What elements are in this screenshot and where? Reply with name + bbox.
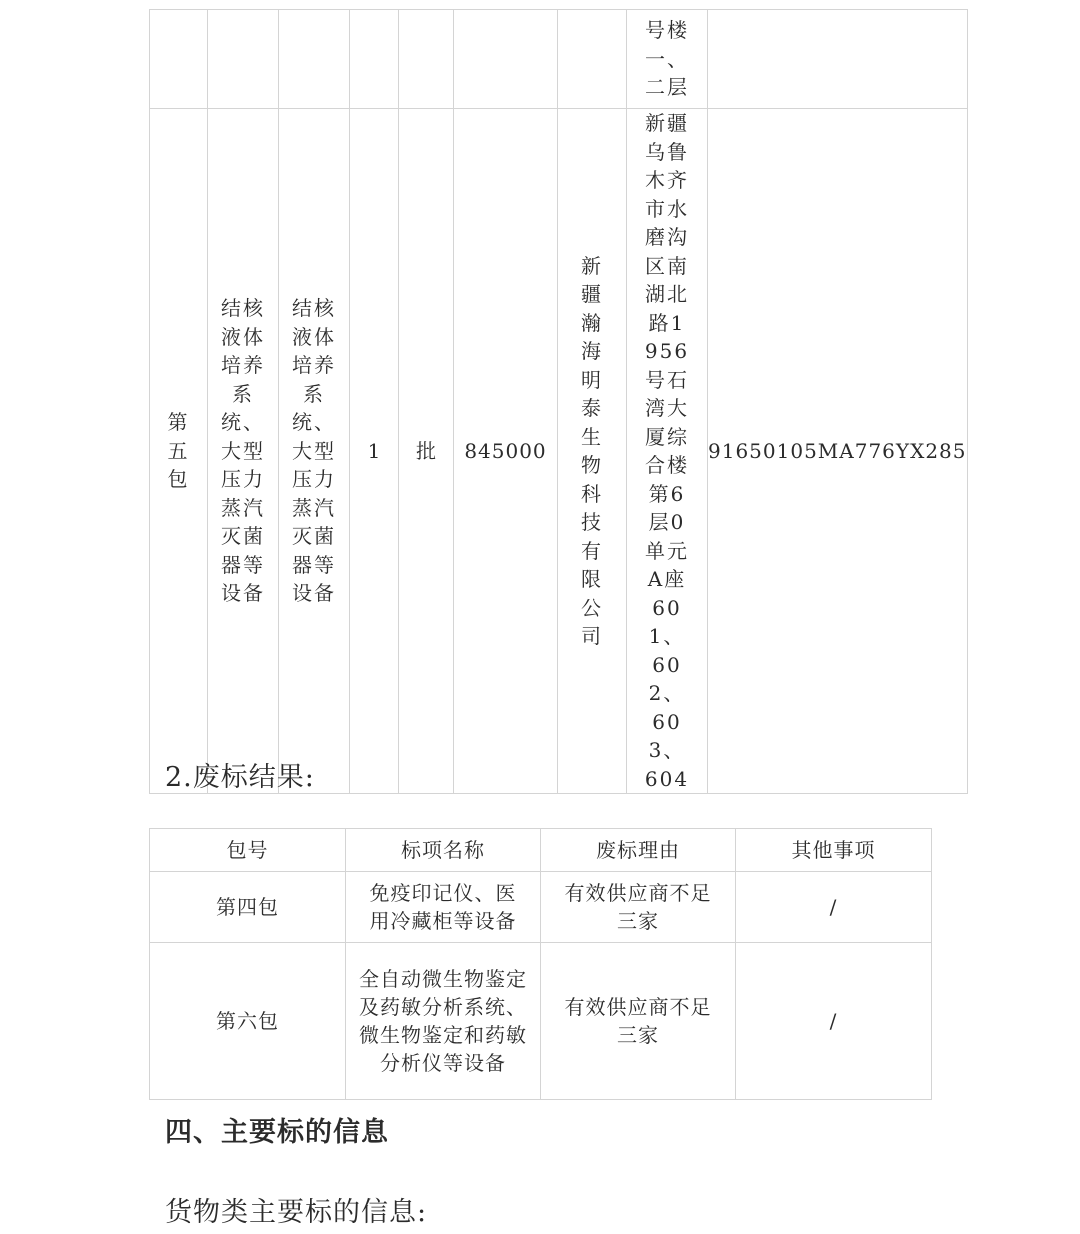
address-cell <box>627 109 708 794</box>
quantity-text: 1 <box>367 438 381 463</box>
package-cell: 第四包 <box>150 872 346 943</box>
supplier-cell <box>558 10 627 109</box>
table-row <box>150 872 932 943</box>
unit-cell <box>399 109 454 794</box>
section-four-subtitle: 货物类主要标的信息: <box>165 1197 428 1228</box>
address-cell <box>627 10 708 109</box>
project-name-cell <box>208 10 279 109</box>
package-cell <box>150 109 208 794</box>
package-text: 第五包 <box>167 410 190 492</box>
project-name-cell <box>208 109 279 794</box>
table-row <box>150 943 932 1100</box>
quantity-cell <box>350 109 399 794</box>
unit-cell <box>399 10 454 109</box>
other-cell: / <box>736 872 932 943</box>
quantity-cell <box>350 10 399 109</box>
project-name-text: 结核液体培养系统、大型压力蒸汽灭菌器等设备 <box>221 296 265 606</box>
credit-code-cell <box>708 109 968 794</box>
item-name-cell: 全自动微生物鉴定及药敏分析系统、微生物鉴定和药敏分析仪等设备 <box>346 943 541 1100</box>
item-name-cell <box>279 10 350 109</box>
amount-cell <box>454 10 558 109</box>
column-header: 包号 <box>150 829 346 872</box>
address-tail: 号楼一、二层 <box>645 18 689 100</box>
failed-bid-table <box>149 828 932 1100</box>
other-cell: / <box>736 943 932 1100</box>
amount-text: 845000 <box>464 438 547 463</box>
amount-cell <box>454 109 558 794</box>
table-row <box>150 109 968 794</box>
package-cell <box>150 10 208 109</box>
unit-text: 批 <box>416 438 436 463</box>
supplier-cell <box>558 109 627 794</box>
column-header: 其他事项 <box>736 829 932 872</box>
table-row <box>150 10 968 109</box>
item-name-text: 结核液体培养系统、大型压力蒸汽灭菌器等设备 <box>292 296 336 606</box>
table-header-row <box>150 829 932 872</box>
column-header: 废标理由 <box>541 829 736 872</box>
section-four-title: 四、主要标的信息 <box>165 1117 389 1148</box>
column-header: 标项名称 <box>346 829 541 872</box>
credit-code-text: 91650105MA776YX285 <box>708 438 967 463</box>
package-cell: 第六包 <box>150 943 346 1100</box>
award-table <box>149 9 968 794</box>
address-text: 新疆乌鲁木齐市水磨沟区南湖北路1956号石湾大厦综合楼第6层0单元A座601、602、603、604 <box>644 111 690 791</box>
reason-cell: 有效供应商不足三家 <box>541 943 736 1100</box>
failed-result-heading: 2.废标结果: <box>165 762 315 793</box>
credit-code-cell <box>708 10 968 109</box>
item-name-cell <box>279 109 350 794</box>
reason-cell: 有效供应商不足三家 <box>541 872 736 943</box>
supplier-text: 新疆瀚海明泰生物科技有限公司 <box>581 253 603 648</box>
item-name-cell: 免疫印记仪、医用冷藏柜等设备 <box>346 872 541 943</box>
